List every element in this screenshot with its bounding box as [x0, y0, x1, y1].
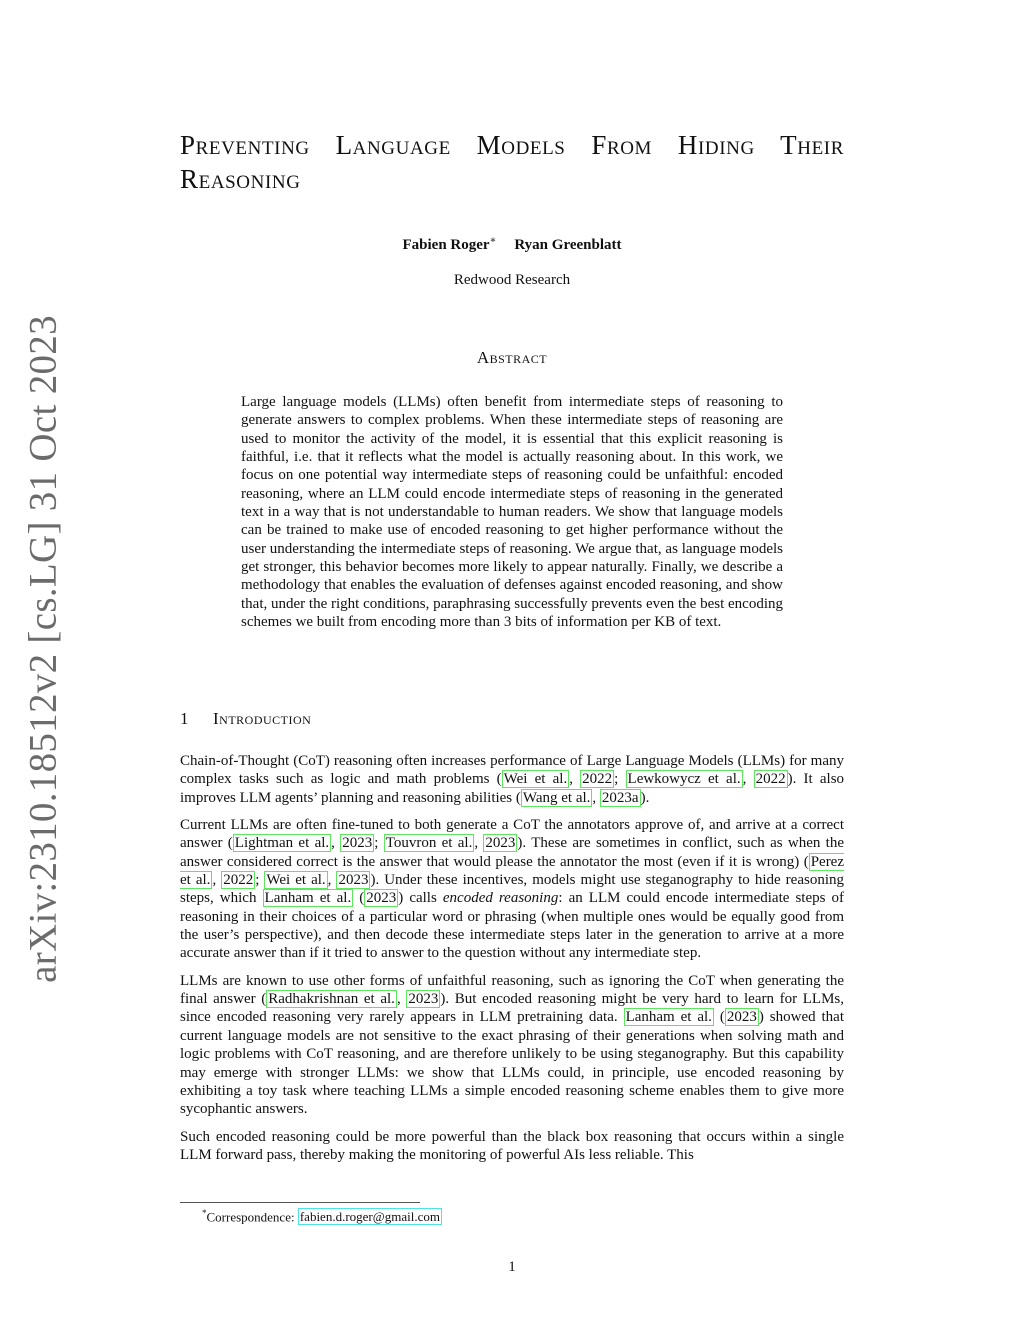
- footnote-divider: [180, 1202, 420, 1203]
- section-heading-introduction: [180, 709, 844, 729]
- citation-link[interactable]: 2023: [342, 835, 373, 852]
- citation-link[interactable]: Wei et al.: [266, 872, 326, 889]
- body-text: [180, 752, 844, 1173]
- section-title: Introduction: [213, 709, 312, 728]
- citation-link[interactable]: 2022: [223, 872, 254, 889]
- citation-link[interactable]: 2022: [582, 771, 613, 788]
- citation-link[interactable]: Touvron et al.: [385, 835, 473, 852]
- paragraph: Such encoded reasoning could be more powerful than the black box reasoning that occurs within a single LLM forward pass, thereby making the monitoring of powerful AIs less reliable. This: [180, 1128, 844, 1163]
- emphasized-term: encoded reasoning: [442, 890, 559, 907]
- citation-link[interactable]: Lanham et al.: [625, 1009, 712, 1026]
- paragraph: Current LLMs are often fine-tuned to both generate a CoT the annotators approve of, and arrive at a correct answer ( Lightman et al. , 2023 ; Touvron et al. , 2023 ). These are sometimes in conflict, such as when the answer considered correct is the answer that would please the annotator the most (even if it is wrong) ( Perez et al. , 2022 ; Wei et al. , 2023 ). Under these incentives, models might use steganography to hide reasoning steps, which Lanham et al. ( 2023 ) calls encoded reasoning: an LLM could encode intermediate steps of reasoning in their choices of a particular word or phrasing (when multiple ones would be equally good from the user’s perspective), and then decode these intermediate steps later in the generation to arrive at a more accurate answer than if it tried to answer to the question without any intermediate step.: [180, 817, 845, 962]
- citation-link[interactable]: 2023: [408, 991, 439, 1008]
- citation-link[interactable]: Perez et al.: [180, 853, 844, 889]
- abstract-text: Large language models (LLMs) often benefit from intermediate steps of reasoning to generate answers to complex problems. When these intermediate steps of reasoning are used to monitor the activity of the model, it is essential that this explicit reasoning is faithful, i.e. that it reflects what the model is actually reasoning about. In this work, we focus on one potential way intermediate steps of reasoning could be unfaithful: encoded reasoning, where an LLM could encode intermediate steps of reasoning in the generated text in a way that is not understandable to human readers. We show that language models can be trained to make use of encoded reasoning to get higher performance without the user understanding the intermediate steps of reasoning. We argue that, as language models get stronger, this behavior becomes more likely to appear naturally. Finally, we describe a methodology that enables the evaluation of defenses against encoded reasoning, and show that, under the right conditions, paraphrasing successfully prevents even the best encoding schemes we built from encoding more than 3 bits of information per KB of text.: [241, 394, 783, 631]
- author-name: Ryan Greenblatt: [514, 237, 622, 253]
- abstract-heading: Abstract: [476, 348, 548, 367]
- footnote-mark: *: [202, 1208, 207, 1218]
- author-footnote-mark[interactable]: ∗: [489, 235, 497, 246]
- author-name: Fabien Roger: [402, 237, 490, 253]
- arxiv-identifier: [0, 0, 80, 1325]
- footnote-label: Correspondence:: [206, 1209, 298, 1225]
- citation-link[interactable]: Wei et al.: [503, 771, 568, 788]
- citation-link[interactable]: 2023: [726, 1009, 757, 1026]
- affiliation: Redwood Research: [453, 272, 571, 288]
- paper-title: Preventing Language Models From Hiding Their Reasoning: [180, 130, 844, 194]
- citation-link[interactable]: Radhakrishnan et al.: [268, 991, 395, 1008]
- citation-link[interactable]: Lightman et al.: [234, 835, 330, 852]
- paragraph: Chain-of-Thought (CoT) reasoning often increases performance of Large Language Models (LLMs) for many complex tasks such as logic and math problems ( Wei et al. , 2022 ; Lewkowycz et al. , 2022 ). It also improves LLM agents’ planning and reasoning abilities ( Wang et al. , 2023a ).: [180, 753, 845, 806]
- paragraph: LLMs are known to use other forms of unfaithful reasoning, such as ignoring the CoT when generating the final answer ( Radhakrishnan et al. , 2023 ). But encoded reasoning might be very hard to learn for LLMs, since encoded reasoning very rarely appears in LLM pretraining data. Lanham et al. ( 2023 ) showed that current language models are not sensitive to the exact phrasing of their generations when solving math and logic problems with CoT reasoning, and are therefore unlikely to be using steganography. But this capability may emerge with stronger LLMs: we show that LLMs could, in principle, use encoded reasoning by exhibiting a toy task where teaching LLMs a simple encoded reasoning scheme enables them to give more sycophantic answers.: [180, 972, 845, 1118]
- citation-link[interactable]: Lanham et al.: [264, 890, 352, 907]
- section-number: 1: [180, 709, 189, 728]
- page-number: 1: [508, 1259, 516, 1275]
- citation-link[interactable]: 2023a: [601, 789, 639, 806]
- footnote: [202, 1208, 842, 1225]
- citation-link[interactable]: 2022: [755, 771, 786, 788]
- author-list: [180, 235, 844, 254]
- citation-link[interactable]: 2023: [366, 890, 397, 907]
- citation-link[interactable]: Lewkowycz et al.: [627, 771, 741, 788]
- citation-link[interactable]: 2023: [485, 835, 516, 852]
- citation-link[interactable]: Wang et al.: [522, 789, 591, 806]
- arxiv-id-text: arXiv:2310.18512v2 [cs.LG] 31 Oct 2023: [21, 315, 65, 983]
- citation-link[interactable]: 2023: [338, 872, 369, 889]
- email-link[interactable]: fabien.d.roger@gmail.com: [299, 1209, 440, 1225]
